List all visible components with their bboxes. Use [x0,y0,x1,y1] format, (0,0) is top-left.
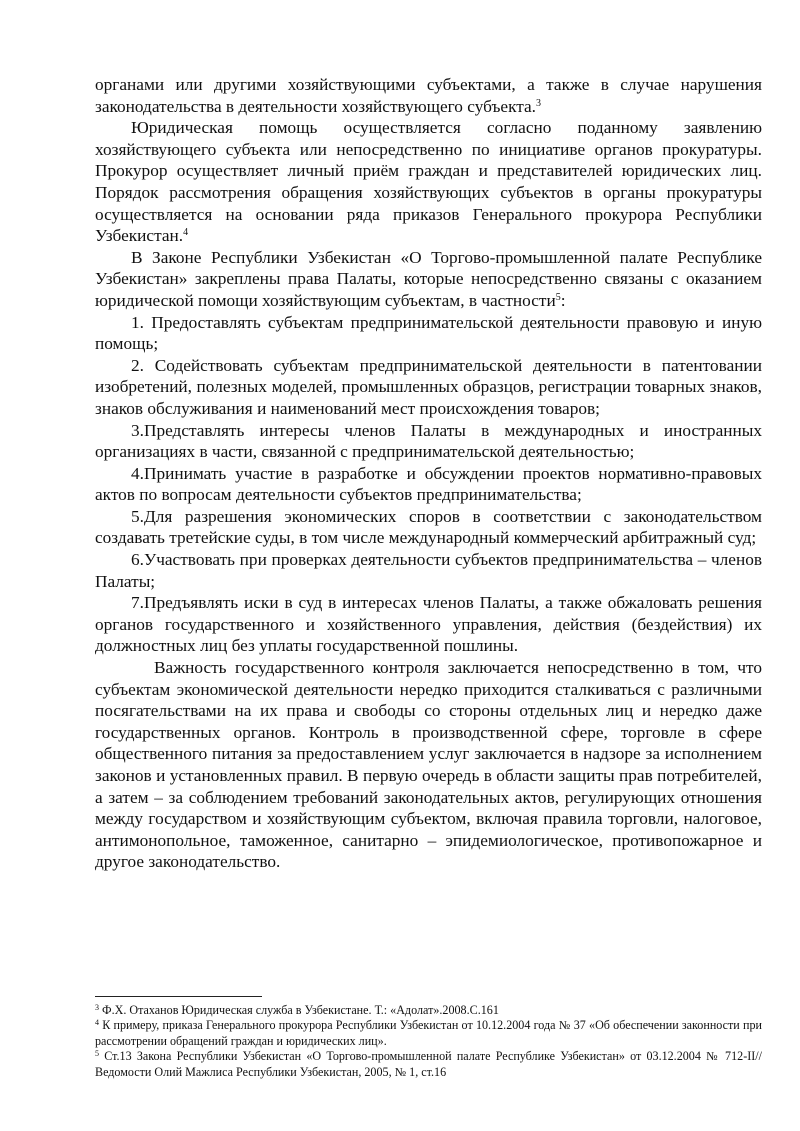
footnote [95,1049,762,1080]
paragraph-text: В Законе Республики Узбекистан «О Торгово-промышленной палате Республике Узбекистан» закреплены права Палаты, которые непосредственно связаны с оказанием юридической помощи хозяйствующим субъектам, в частности [95,247,762,310]
footnote [95,1018,762,1049]
list-item-7: 7.Предъявлять иски в суд в интересах членов Палаты, а также обжаловать решения органов государственного и хозяйственного управления, действия (бездействия) их должностных лиц без уплаты государственной пошлины. [95,593,762,656]
list-item-3: 3.Представлять интересы членов Палаты в международных и иностранных организациях в части, связанной с предпринимательской деятельностью; [95,420,762,462]
footnote-ref: 5 [555,291,561,303]
paragraph-continuation [95,74,762,117]
footnote-number: 4 [95,1018,99,1028]
paragraph-chamber-law [95,247,762,312]
footnote [95,1003,762,1018]
paragraph-text: органами или другими хозяйствующими субъектами, а также в случае нарушения законодательства в деятельности хозяйствующего субъекта. [95,75,762,116]
footnote-text: К примеру, приказа Генерального прокурора Республики Узбекистан от 10.12.2004 года № 37 «Об обеспечении законности при рассмотрении обращений граждан и юридических лиц». [95,1018,762,1048]
footnote-text: Ст.13 Закона Республики Узбекистан «О Торгово-промышленной палате Республике Узбекистан» от 03.12.2004 № 712-II// Ведомости Олий Мажлиса Республики Узбекистан, 2005, № 1, ст.16 [95,1049,762,1079]
footnote-ref: 4 [183,227,189,239]
list-item-6: 6.Участвовать при проверках деятельности субъектов предпринимательства – членов Палаты; [95,550,762,591]
paragraph-legal-aid [95,117,762,247]
footnotes [95,996,762,1080]
list-item-2: 2. Содействовать субъектам предпринимательской деятельности в патентовании изобретений, полезных моделей, промышленных образцов, регистрации товарных знаков, знаков обслуживания и наименований мест происхождения товаров; [95,355,762,418]
footnote-separator [95,996,262,997]
page-body [95,74,762,873]
paragraph-text: Юридическая помощь осуществляется согласно поданному заявлению хозяйствующего субъекта или непосредственно по инициативе органов прокуратуры. Прокурор осуществляет личный приём граждан и представителей юридических лиц. Порядок рассмотрения обращения хозяйствующих субъектов в органы прокуратуры осуществляется на основании ряда приказов Генерального прокурора Республики Узбекистан. [95,118,762,246]
paragraph-text: : [560,290,566,310]
paragraph-state-control: Важность государственного контроля заключается непосредственно в том, что субъектам экономической деятельности нередко приходится сталкиваться с различными посягательствами на их права и свободы со стороны отдельных лиц и нередко даже государственных органов. Контроль в производственной сфере, торговле в сфере общественного питания за предоставлением услуг заключается в надзоре за исполнением законов и установленных правил. В первую очередь в области защиты прав потребителей, а затем – за соблюдением требований законодательных актов, регулирующих отношения между государством и хозяйствующим субъектом, включая правила торговли, налоговое, антимонопольное, таможенное, санитарно – эпидемиологическое, противопожарное и другое законодательство. [95,658,762,872]
list-item-5: 5.Для разрешения экономических споров в соответствии с законодательством создавать третейские суды, в том числе международный коммерческий арбитражный суд; [95,506,762,548]
footnote-ref: 3 [536,97,541,109]
footnote-number: 3 [95,1003,99,1012]
list-item-4: 4.Принимать участие в разработке и обсуждении проектов нормативно-правовых актов по вопросам деятельности субъектов предпринимательства; [95,463,762,505]
list-item-1: 1. Предоставлять субъектам предпринимательской деятельности правовую и иную помощь; [95,312,762,354]
footnote-number: 5 [95,1049,99,1059]
footnote-text: Ф.Х. Отаханов Юридическая служба в Узбекистане. Т.: «Адолат».2008.С.161 [99,1003,499,1017]
